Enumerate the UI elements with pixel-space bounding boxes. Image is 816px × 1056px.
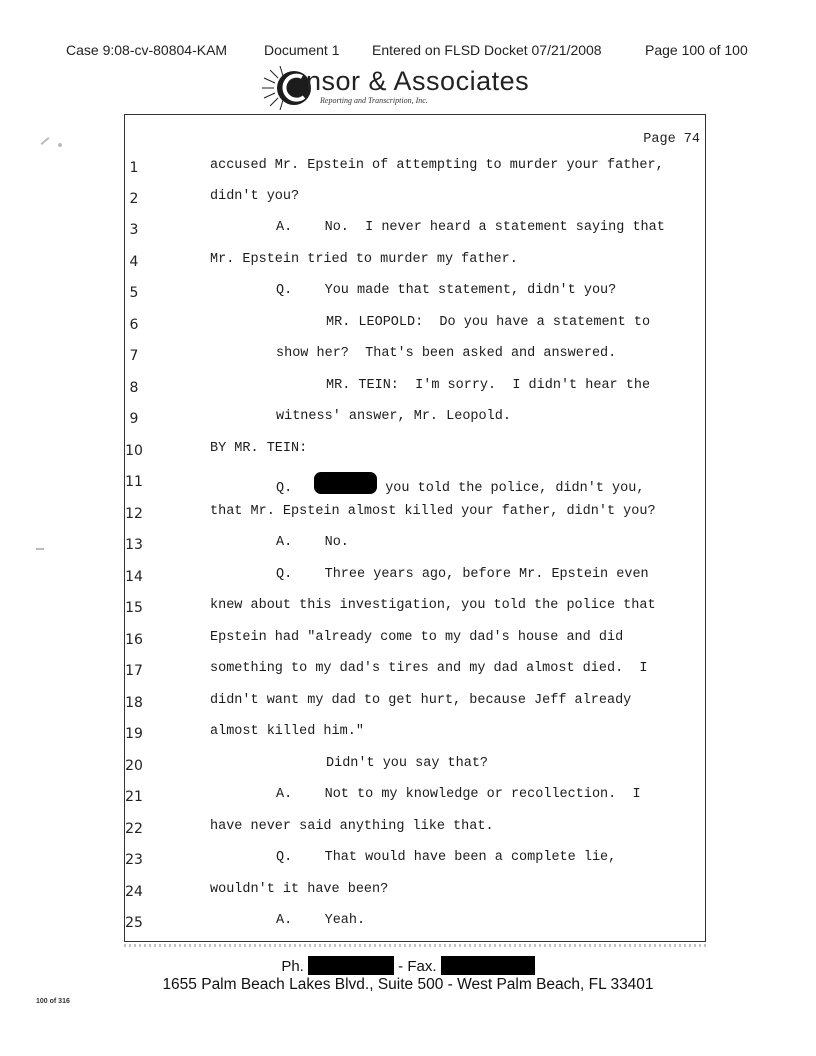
- line-number: 17: [125, 663, 143, 679]
- line-number: 2: [129, 191, 139, 207]
- line-number: 16: [125, 632, 143, 648]
- transcript-line: A. No. I never heard a statement saying that: [276, 220, 665, 235]
- transcript-line: something to my dad's tires and my dad almost died. I: [210, 661, 648, 676]
- transcript-line: A. Yeah.: [276, 913, 366, 928]
- line-number: 25: [125, 915, 143, 931]
- docket-entry: Entered on FLSD Docket 07/21/2008: [372, 42, 602, 58]
- fax-label: - Fax.: [398, 958, 437, 975]
- line-number: 18: [125, 695, 143, 711]
- reporter-logo: [258, 62, 558, 112]
- line-number: 11: [125, 474, 143, 490]
- transcript-line: [276, 472, 644, 496]
- transcript-line: A. Not to my knowledge or recollection. I: [276, 787, 641, 802]
- line-number: 23: [125, 852, 143, 868]
- transcript-line: didn't want my dad to get hurt, because Jeff already: [210, 693, 632, 708]
- line-number: 3: [129, 222, 139, 238]
- fax-redaction: [441, 956, 535, 975]
- line-number: 24: [125, 884, 143, 900]
- transcript-line: have never said anything like that.: [210, 819, 494, 834]
- transcript-line: accused Mr. Epstein of attempting to murder your father,: [210, 158, 664, 173]
- transcript-line: show her? That's been asked and answered.: [276, 346, 617, 361]
- footer-address: 1655 Palm Beach Lakes Blvd., Suite 500 - West Palm Beach, FL 33401: [162, 976, 654, 993]
- transcript-line: A. No.: [276, 535, 349, 550]
- line-number: 20: [125, 758, 143, 774]
- transcript-page-label: Page 74: [643, 132, 700, 147]
- transcript-line: Q. You made that statement, didn't you?: [276, 283, 617, 298]
- line-number: 5: [129, 285, 139, 301]
- line-number: 15: [125, 600, 143, 616]
- line-number: 1: [129, 160, 139, 176]
- transcript-line: knew about this investigation, you told the police that: [210, 598, 656, 613]
- transcript-line: Epstein had "already come to my dad's house and did: [210, 630, 624, 645]
- scan-artifact: [41, 137, 50, 145]
- line-number: 14: [125, 569, 143, 585]
- line-number: 10: [125, 443, 143, 459]
- line-number: 6: [129, 317, 139, 333]
- page-of-total: Page 100 of 100: [645, 42, 748, 58]
- transcript-line: wouldn't it have been?: [210, 882, 389, 897]
- transcript-line: didn't you?: [210, 189, 300, 204]
- transcript-line: MR. TEIN: I'm sorry. I didn't hear the: [326, 378, 651, 393]
- transcript-line: MR. LEOPOLD: Do you have a statement to: [326, 315, 651, 330]
- line-number: 9: [129, 411, 139, 427]
- line-number: 7: [129, 348, 139, 364]
- footer-contact: [0, 956, 816, 975]
- transcript-line: BY MR. TEIN:: [210, 441, 308, 456]
- transcript-frame: [124, 114, 706, 942]
- line-number: 8: [129, 380, 139, 396]
- line-number: 13: [125, 537, 143, 553]
- redaction-block: [314, 472, 377, 494]
- scan-artifact: [36, 548, 44, 550]
- logo-subtitle: Reporting and Transcription, Inc.: [320, 96, 428, 105]
- transcript-line: witness' answer, Mr. Leopold.: [276, 409, 511, 424]
- phone-redaction: [308, 956, 394, 975]
- line-number: 22: [125, 821, 143, 837]
- line-prefix: Q.: [276, 481, 293, 496]
- phone-label: Ph.: [281, 958, 304, 975]
- logo-name: nsor & Associates: [306, 66, 530, 96]
- document-number: Document 1: [264, 42, 340, 58]
- transcript-line: Q. Three years ago, before Mr. Epstein even: [276, 567, 649, 582]
- line-suffix: you told the police, didn't you,: [385, 481, 645, 496]
- transcript-line: almost killed him.": [210, 724, 364, 739]
- scan-artifact: [58, 143, 62, 147]
- frame-border-ticks: [124, 944, 706, 947]
- line-number: 21: [125, 789, 143, 805]
- transcript-line: Q. That would have been a complete lie,: [276, 850, 617, 865]
- page-stamp: 100 of 316: [36, 998, 70, 1005]
- line-number: 4: [129, 254, 139, 270]
- transcript-line: that Mr. Epstein almost killed your father, didn't you?: [210, 504, 656, 519]
- line-number: 19: [125, 726, 143, 742]
- transcript-line: Mr. Epstein tried to murder my father.: [210, 252, 518, 267]
- transcript-line: Didn't you say that?: [326, 756, 489, 771]
- line-number: 12: [125, 506, 143, 522]
- case-number: Case 9:08-cv-80804-KAM: [66, 42, 228, 58]
